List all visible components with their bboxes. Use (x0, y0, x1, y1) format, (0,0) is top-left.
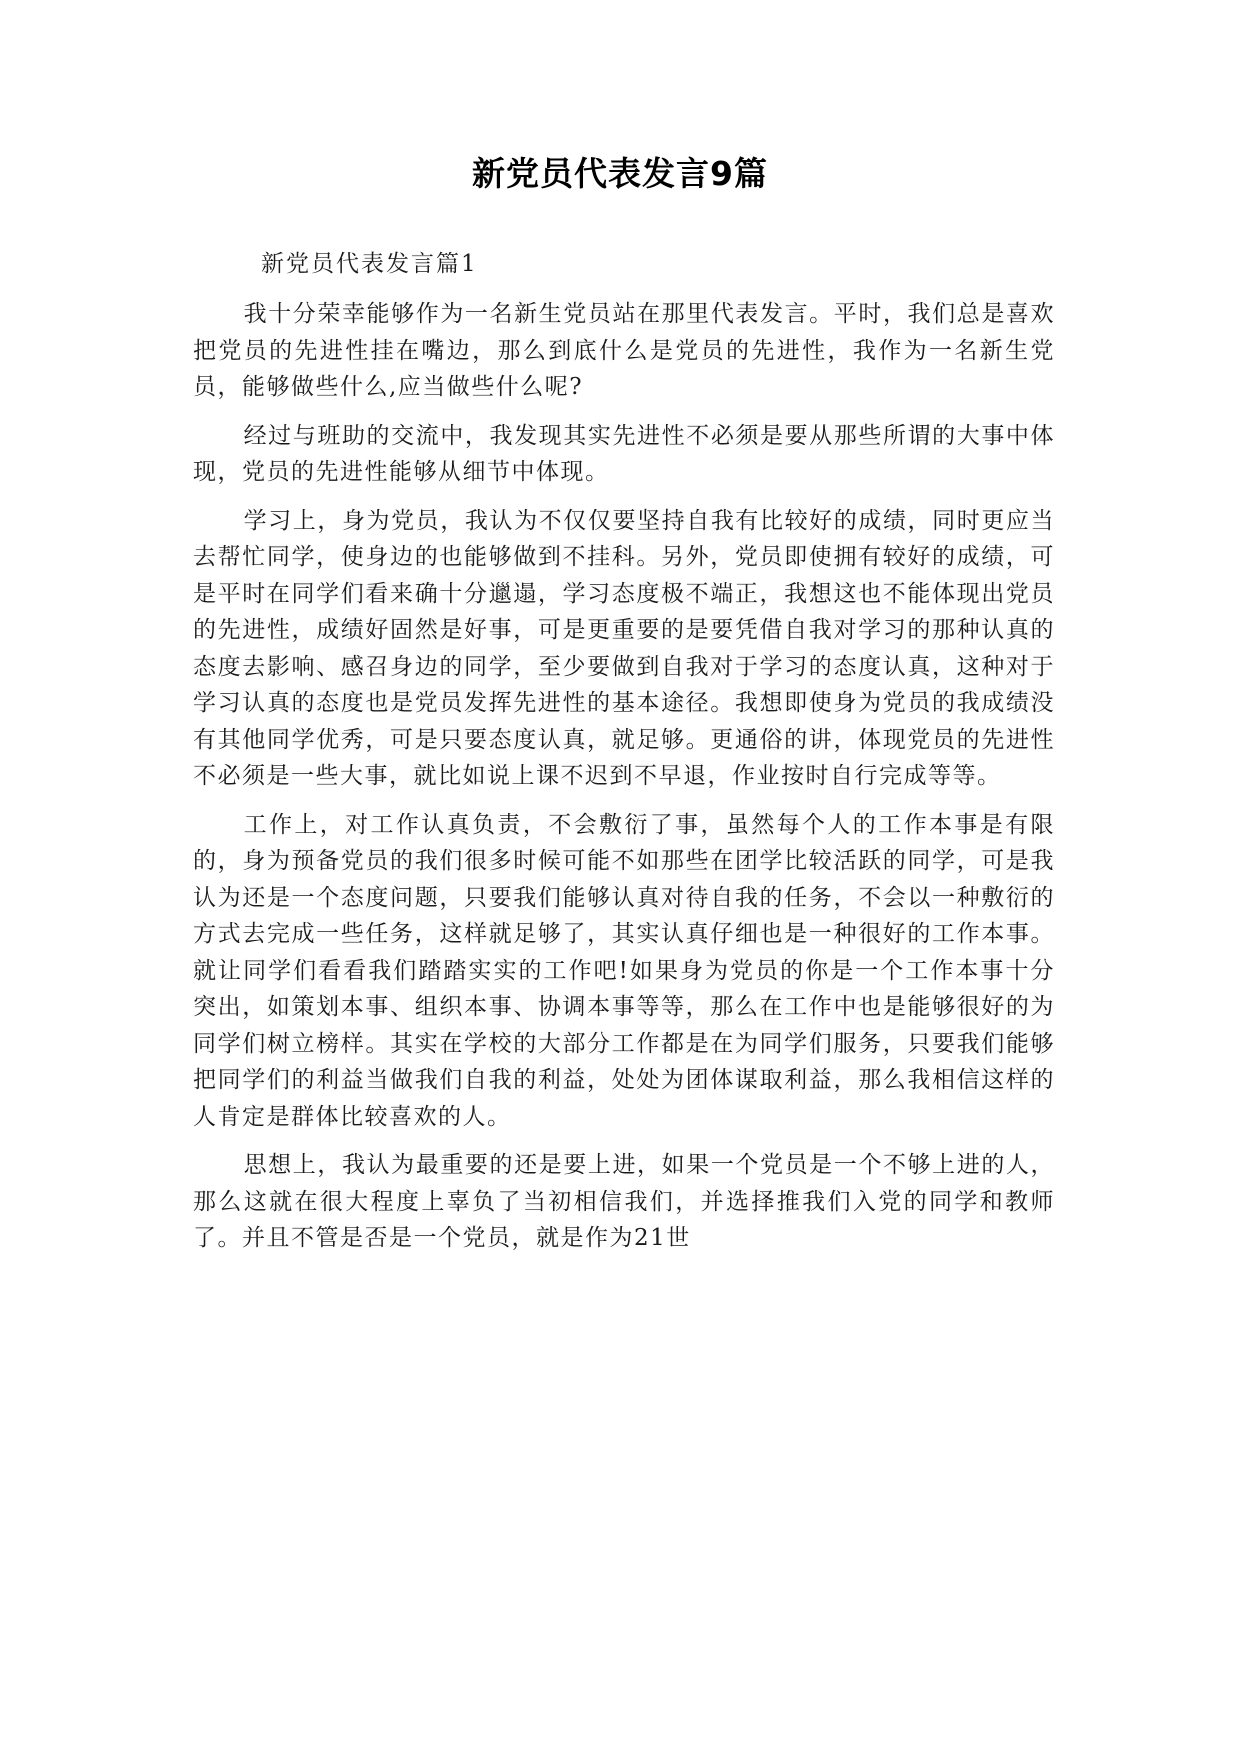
document-body (193, 244, 1055, 1269)
paragraph: 思想上，我认为最重要的还是要上进，如果一个党员是一个不够上进的人，那么这就在很大程度上辜负了当初相信我们，并选择推我们入党的同学和教师了。并且不管是否是一个党员，就是作为21世 (193, 1152, 1055, 1251)
paragraph: 经过与班助的交流中，我发现其实先进性不必须是要从那些所谓的大事中体现，党员的先进性能够从细节中体现。 (193, 422, 1055, 485)
document-title: 新党员代表发言9篇 (472, 154, 768, 193)
paragraph: 学习上，身为党员，我认为不仅仅要坚持自我有比较好的成绩，同时更应当去帮忙同学，使身边的也能够做到不挂科。另外，党员即使拥有较好的成绩，可是平时在同学们看来确十分邋遢，学习态度极不端正，我想这也不能体现出党员的先进性，成绩好固然是好事，可是更重要的是要凭借自我对学习的那种认真的态度去影响、感召身边的同学，至少要做到自我对于学习的态度认真，这种对于学习认真的态度也是党员发挥先进性的基本途径。我想即使身为党员的我成绩没有其他同学优秀，可是只要态度认真，就足够。更通俗的讲，体现党员的先进性不必须是一些大事，就比如说上课不迟到不早退，作业按时自行完成等等。 (193, 507, 1055, 789)
paragraph: 工作上，对工作认真负责，不会敷衍了事，虽然每个人的工作本事是有限的，身为预备党员的我们很多时候可能不如那些在团学比较活跃的同学，可是我认为还是一个态度问题，只要我们能够认真对待自我的任务，不会以一种敷衍的方式去完成一些任务，这样就足够了，其实认真仔细也是一种很好的工作本事。就让同学们看看我们踏踏实实的工作吧!如果身为党员的你是一个工作本事十分突出，如策划本事、组织本事、协调本事等等，那么在工作中也是能够很好的为同学们树立榜样。其实在学校的大部分工作都是在为同学们服务，只要我们能够把同学们的利益当做我们自我的利益，处处为团体谋取利益，那么我相信这样的人肯定是群体比较喜欢的人。 (193, 811, 1055, 1130)
section-heading: 新党员代表发言篇1 (261, 251, 478, 277)
paragraph: 我十分荣幸能够作为一名新生党员站在那里代表发言。平时，我们总是喜欢把党员的先进性挂在嘴边，那么到底什么是党员的先进性，我作为一名新生党员，能够做些什么,应当做些什么呢? (193, 301, 1055, 400)
